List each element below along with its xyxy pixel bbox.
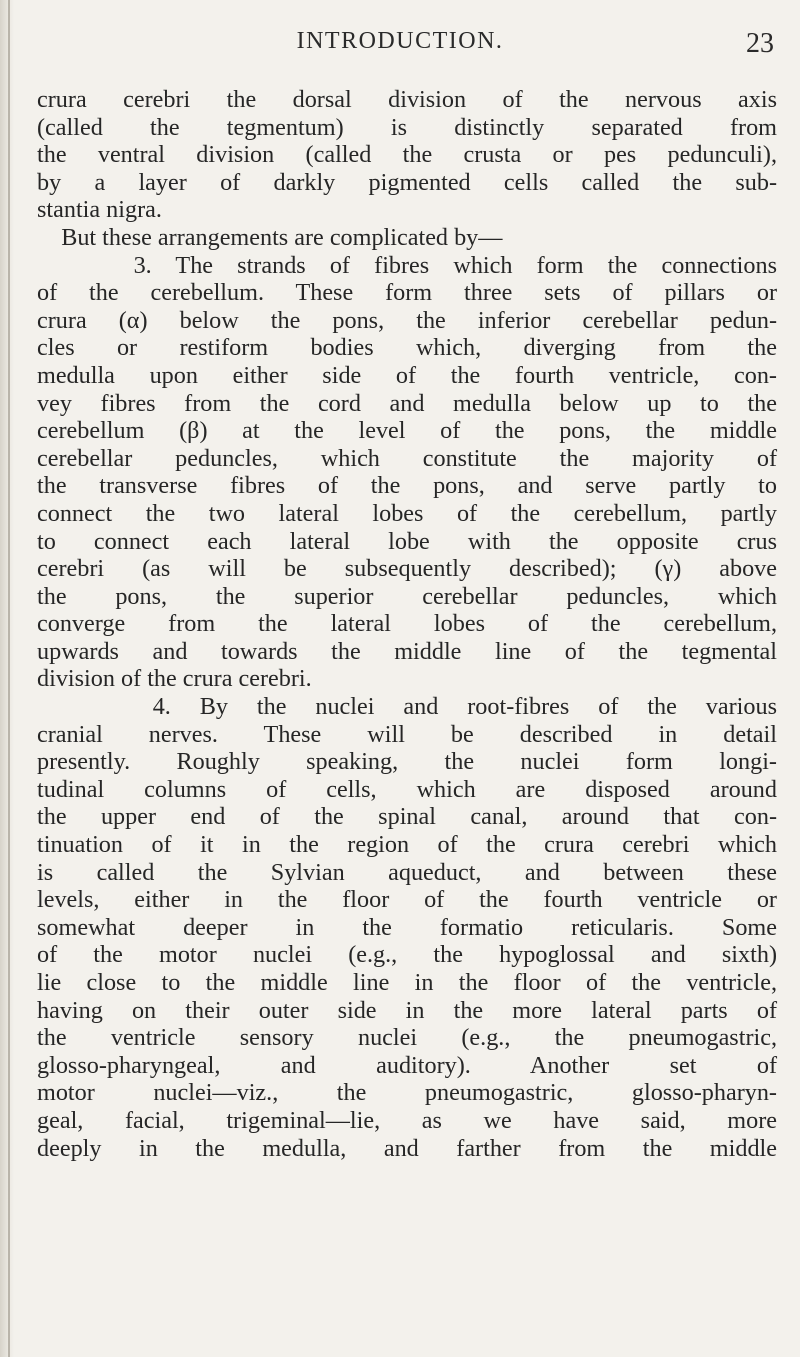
running-head-title: INTRODUCTION. (296, 28, 504, 54)
text-line: the ventricle sensory nuclei (e.g., the pneumogastric, (37, 1024, 777, 1052)
text-line: vey fibres from the cord and medulla below up to the (37, 389, 777, 417)
text-line: tinuation of it in the region of the crura cerebri which (37, 831, 777, 859)
text-line: levels, either in the floor of the fourth ventricle or (37, 886, 777, 914)
text-line: converge from the lateral lobes of the cerebellum, (37, 610, 777, 638)
text-line: the upper end of the spinal canal, around that con- (37, 803, 777, 831)
text-line: geal, facial, trigeminal—lie, as we have said, more (37, 1106, 777, 1134)
text-line: by a layer of darkly pigmented cells called the sub- (37, 168, 777, 196)
text-line: is called the Sylvian aqueduct, and between these (37, 858, 777, 886)
text-line: to connect each lateral lobe with the opposite crus (37, 527, 777, 555)
text-line: 4. By the nuclei and root-fibres of the various (37, 693, 777, 721)
text-line: somewhat deeper in the formatio reticularis. Some (37, 913, 777, 941)
text-line: cerebellum (β) at the level of the pons, the middle (37, 417, 777, 445)
text-line: cranial nerves. These will be described in detail (37, 720, 777, 748)
text-line: glosso-pharyngeal, and auditory). Another set of (37, 1051, 777, 1079)
text-line: crura (α) below the pons, the inferior cerebellar pedun- (37, 306, 777, 334)
text-line: the ventral division (called the crusta or pes pedunculi), (37, 141, 777, 169)
text-line: having on their outer side in the more lateral parts of (37, 996, 777, 1024)
text-line: medulla upon either side of the fourth ventricle, con- (37, 361, 777, 389)
text-line: tudinal columns of cells, which are disposed around (37, 775, 777, 803)
text-line: cerebellar peduncles, which constitute the majority of (37, 444, 777, 472)
text-line: 3. The strands of fibres which form the connections (37, 251, 777, 279)
page-gutter (0, 0, 14, 1357)
text-line: of the cerebellum. These form three sets of pillars or (37, 279, 777, 307)
text-line: the pons, the superior cerebellar peduncles, which (37, 582, 777, 610)
binding-edge (8, 0, 10, 1357)
text-line: presently. Roughly speaking, the nuclei form longi- (37, 748, 777, 776)
text-line: lie close to the middle line in the floor of the ventricle, (37, 969, 777, 996)
text-line: (called the tegmentum) is distinctly separated from (37, 113, 777, 141)
text-line: cles or restiform bodies which, diverging from the (37, 334, 777, 362)
text-line: connect the two lateral lobes of the cerebellum, partly (37, 499, 777, 527)
text-line: crura cerebri the dorsal division of the nervous axis (37, 86, 777, 113)
text-line: But these arrangements are complicated by— (37, 223, 503, 251)
text-line: stantia nigra. (37, 196, 162, 224)
text-line: the transverse fibres of the pons, and serve partly to (37, 472, 777, 500)
text-line: motor nuclei—viz., the pneumogastric, glosso-pharyn- (37, 1079, 777, 1107)
text-line: cerebri (as will be subsequently described); (γ) above (37, 555, 777, 583)
body-text (37, 86, 777, 1162)
text-line: of the motor nuclei (e.g., the hypoglossal and sixth) (37, 941, 777, 969)
text-line: deeply in the medulla, and farther from the middle (37, 1134, 777, 1162)
page-number: 23 (746, 28, 774, 59)
text-line: upwards and towards the middle line of the tegmental (37, 637, 777, 665)
text-line: division of the crura cerebri. (37, 665, 312, 693)
